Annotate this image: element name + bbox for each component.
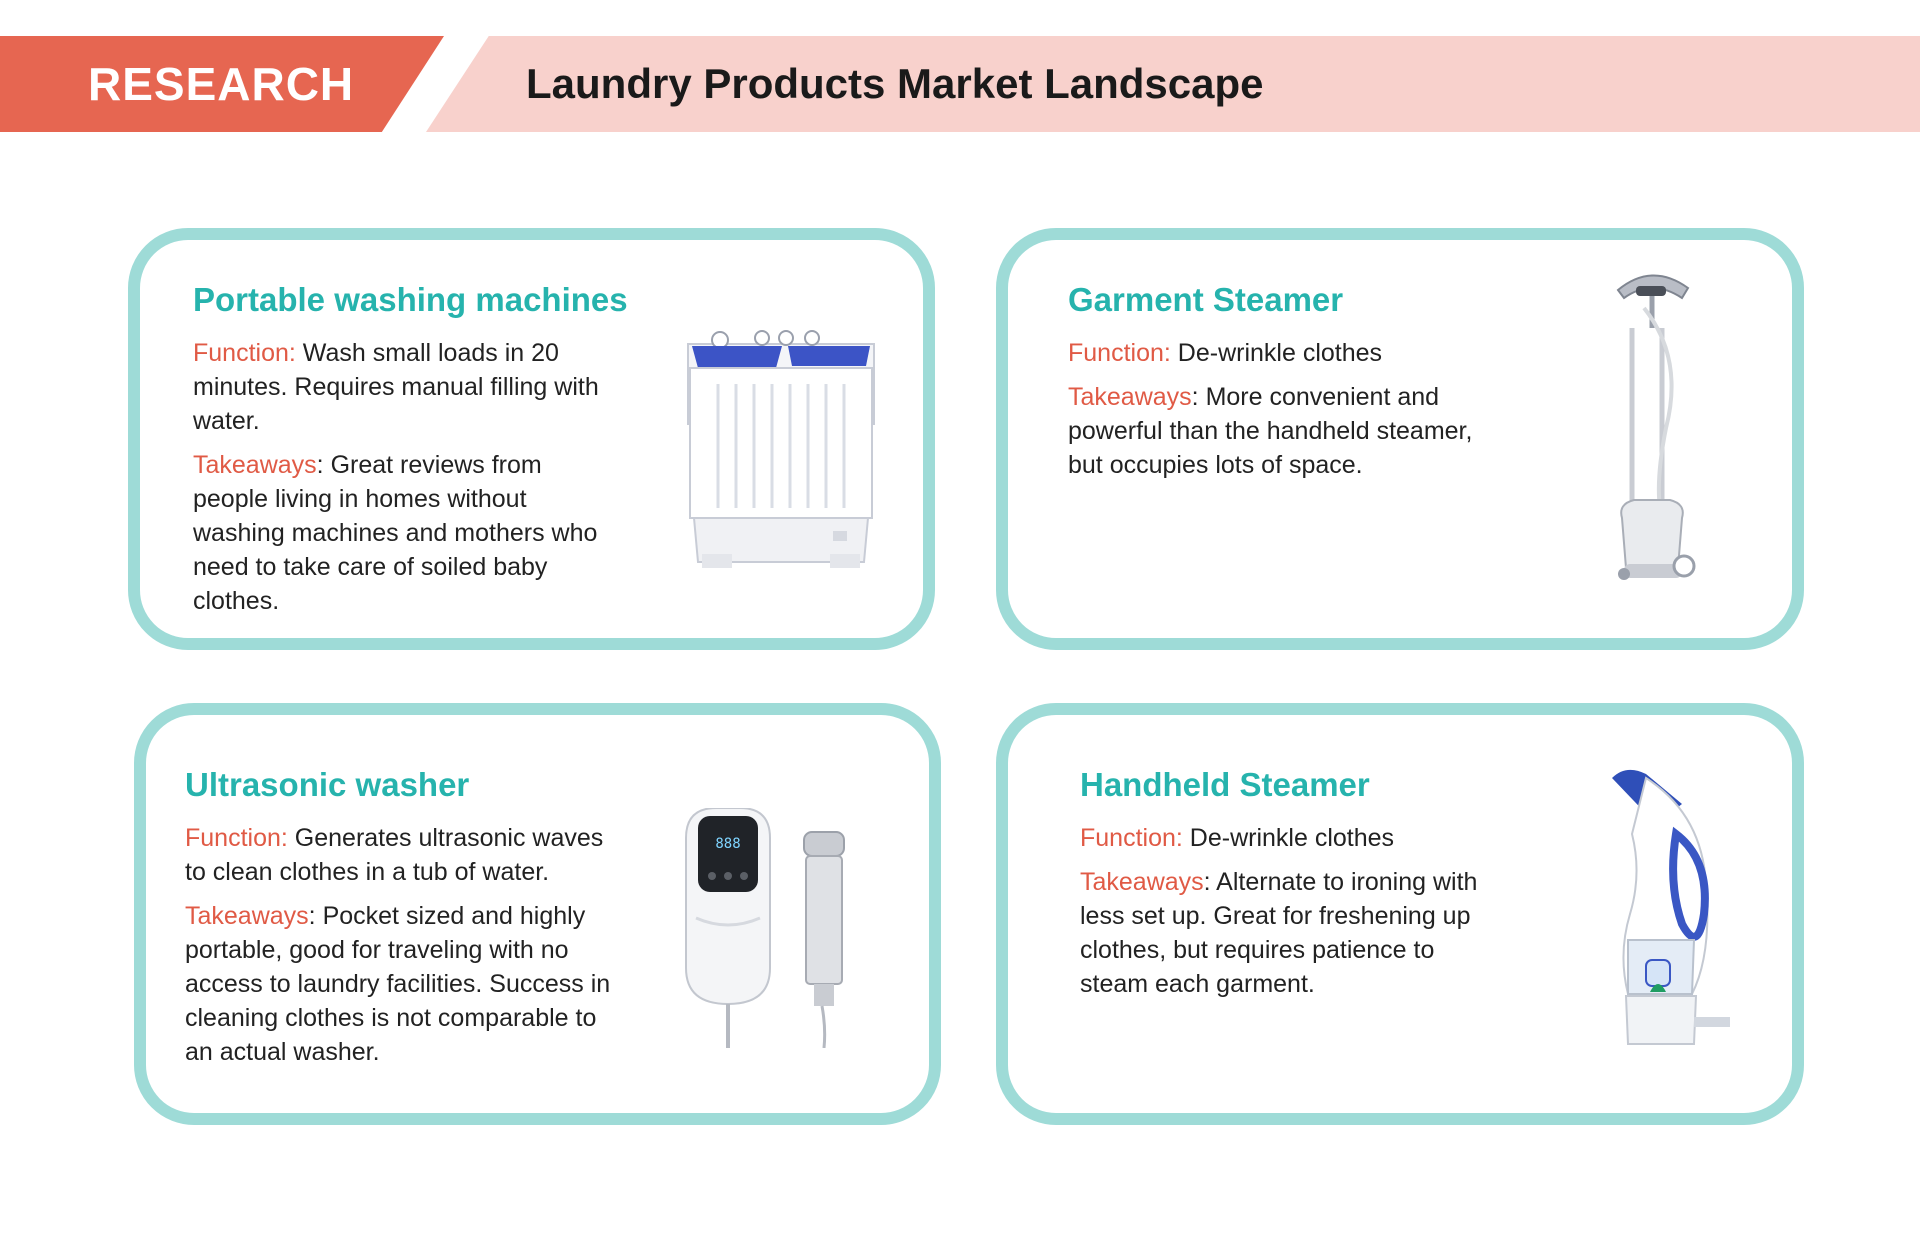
takeaways-paragraph — [193, 448, 613, 618]
takeaways-label: Takeaways — [1068, 383, 1192, 411]
function-text: De-wrinkle clothes — [1170, 339, 1383, 367]
function-label: Function: — [1068, 339, 1171, 367]
handheld-steamer-illustration — [1606, 764, 1730, 1048]
takeaways-paragraph — [1080, 865, 1500, 1001]
card-title: Handheld Steamer — [1080, 766, 1370, 803]
takeaways-text: : Great reviews from people living in homes without washing machines and mothers who need to take care of soiled baby clothes. — [193, 451, 598, 615]
function-paragraph — [1068, 336, 1488, 370]
function-paragraph — [185, 821, 615, 889]
function-text: De-wrinkle clothes — [1182, 824, 1395, 852]
function-text: Generates ultrasonic waves to clean clothes in a tub of water. — [185, 824, 604, 886]
takeaways-label: Takeaways — [1080, 868, 1204, 896]
page-title: Laundry Products Market Landscape — [526, 60, 1264, 107]
takeaways-text: : Alternate to ironing with less set up. Great for freshening up clothes, but requires patience to steam each garment. — [1080, 868, 1478, 998]
card-title: Garment Steamer — [1068, 281, 1344, 318]
portable-washing-machine-illustration — [678, 326, 884, 572]
takeaways-text: : Pocket sized and highly portable, good for traveling with no access to laundry facilities. Success in cleaning clothes is not comparable to an actual washer. — [185, 902, 611, 1066]
function-paragraph — [1080, 821, 1500, 855]
takeaways-paragraph — [185, 899, 615, 1069]
takeaways-paragraph — [1068, 380, 1488, 482]
display-readout: 888 — [715, 836, 741, 852]
ultrasonic-washer-illustration — [678, 808, 856, 1048]
function-label: Function: — [185, 824, 288, 852]
takeaways-label: Takeaways — [193, 451, 317, 479]
function-text: Wash small loads in 20 minutes. Requires manual filling with water. — [193, 339, 599, 435]
garment-steamer-illustration — [1604, 268, 1700, 590]
takeaways-label: Takeaways — [185, 902, 309, 930]
function-label: Function: — [1080, 824, 1183, 852]
header-section-label: RESEARCH — [88, 58, 355, 110]
takeaways-text: : More convenient and powerful than the handheld steamer, but occupies lots of space. — [1068, 383, 1473, 479]
card-title: Portable washing machines — [193, 281, 628, 318]
function-label: Function: — [193, 339, 296, 367]
function-paragraph — [193, 336, 613, 438]
card-title: Ultrasonic washer — [185, 766, 470, 803]
